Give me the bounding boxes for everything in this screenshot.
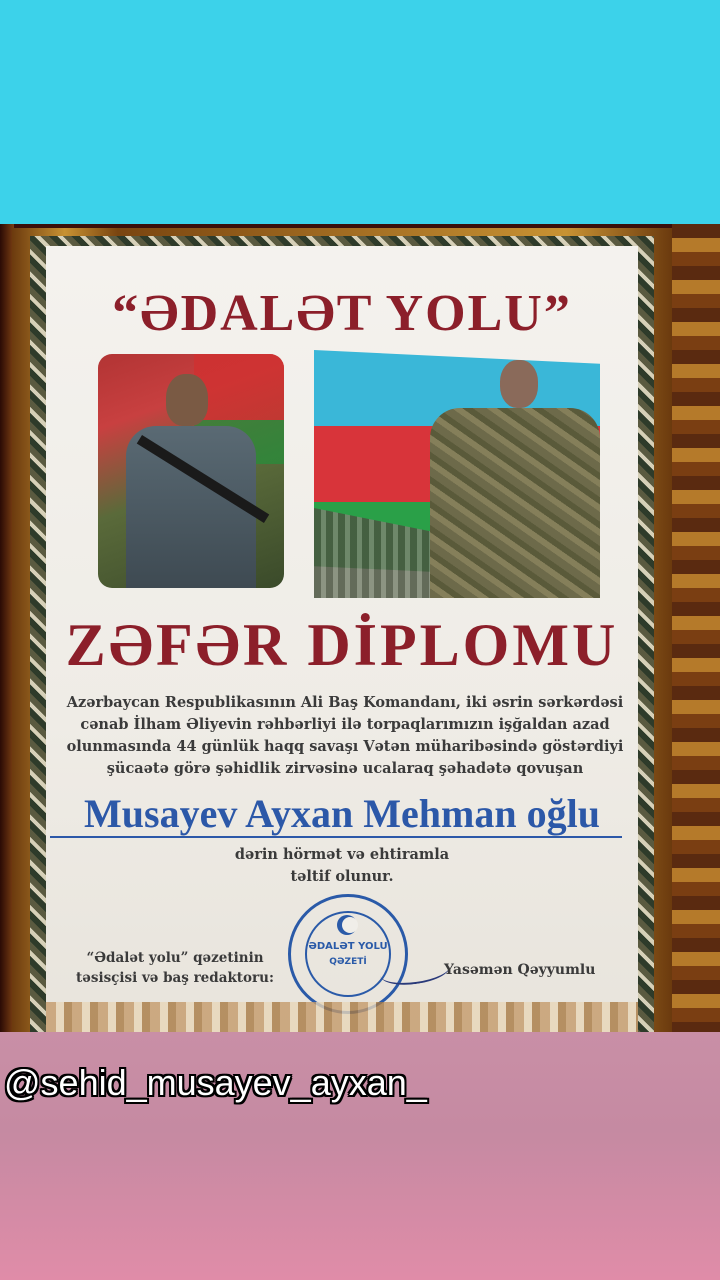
editor-name: Yasəmən Qəyyumlu [444,962,596,978]
honor-line-2: təltif olunur. [290,868,394,885]
top-color-band [0,0,720,224]
soldier-portrait [98,354,284,588]
frame-right-edge [672,224,720,1032]
diploma-photo [0,224,720,1032]
username-mention[interactable]: @sehid_musayev_ayxan_ [4,1062,427,1103]
founder-line-2: təsisçisi və baş redaktoru: [76,970,274,986]
commander-portrait [314,350,600,598]
soldier-head [166,374,208,426]
body-line-4: şücaətə görə şəhidlik zirvəsinə ucalaraq şəhadətə qovuşan [106,760,584,777]
body-line-1: Azərbaycan Respublikasının Ali Baş Komandanı, iki əsrin sərkərdəsi [66,694,624,711]
seal-subtitle: QƏZETİ [329,957,367,967]
body-line-3: olunmasında 44 günlük haqq savaşı Vətən müharibəsində göstərdiyi [66,738,624,755]
diploma-paper [46,246,638,1032]
commander-head [500,360,538,408]
honor-line-1: dərin hörmət və ehtiramla [234,846,450,863]
recipient-name: Musayev Ayxan Mehman oğlu [84,791,600,836]
body-line-2: cənab İlham Əliyevin rəhbərliyi ilə torpaqlarımızın işğaldan azad [80,716,610,733]
recipient-underline [50,836,622,838]
commander-figure [410,360,600,598]
crescent-icon [337,915,357,935]
commander-body [430,408,600,598]
diploma-title: “ƏDALƏT YOLU” [112,285,572,342]
newspaper-seal [288,894,408,1014]
seal-name: ƏDALƏT YOLU [308,941,388,952]
honor-text [46,844,638,888]
soldier-body [126,426,256,588]
diploma-heading: ZƏFƏR DİPLOMU [65,612,619,678]
founder-caption [70,948,280,988]
founder-line-1: “Ədalət yolu” qəzetinin [86,950,264,966]
diploma-body [60,692,630,780]
ornamental-border [46,1002,638,1032]
